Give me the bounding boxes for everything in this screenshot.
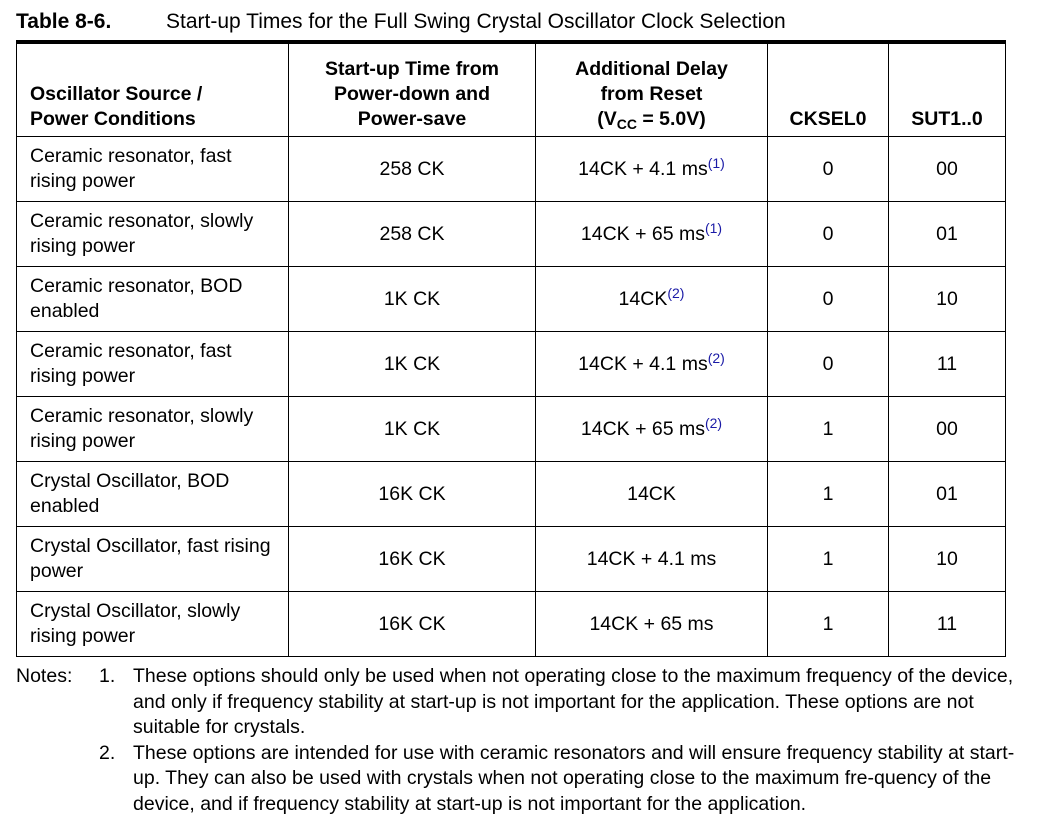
table-row [17, 332, 1006, 397]
cell-cksel0: 0 [768, 202, 889, 267]
cell-additional-delay [536, 332, 768, 397]
cell-startup-time: 16K CK [289, 592, 536, 657]
delay-value: 14CK [627, 482, 676, 505]
cell-cksel0: 1 [768, 592, 889, 657]
delay-value: 14CK + 4.1 ms [578, 352, 708, 375]
header-additional-delay: Additional Delay from Reset $(V_{CC} = 5.0V)$ [536, 42, 768, 137]
vcc-subscript: CC [616, 116, 637, 132]
cell-additional-delay [536, 527, 768, 592]
note-1 [16, 664, 1026, 741]
delay-value: 14CK + 4.1 ms [578, 157, 708, 180]
header-cksel0: CKSEL0 [768, 42, 889, 137]
table-row [17, 527, 1006, 592]
note-number: 2. [99, 741, 116, 764]
cell-startup-time: 16K CK [289, 527, 536, 592]
note-number: 1. [99, 665, 116, 687]
cell-cksel0: 1 [768, 462, 889, 527]
table-row [17, 202, 1006, 267]
cell-additional-delay [536, 592, 768, 657]
header-sut: SUT1..0 [889, 42, 1006, 137]
cell-additional-delay [536, 397, 768, 462]
table-title: Start-up Times for the Full Swing Crystal Oscillator Clock Selection [166, 10, 786, 33]
cell-oscillator-source: Ceramic resonator, slowly rising power [17, 202, 289, 267]
cell-sut: 01 [889, 202, 1006, 267]
cell-startup-time: 16K CK [289, 462, 536, 527]
note-text: These options are intended for use with ceramic resonators and will ensure frequency stability at start-up. They can also be used with crystals when not operating close to the maximum fre-quency of the device, and if frequency stability at start-up is not important for the application. [133, 741, 1015, 815]
cell-oscillator-source: Crystal Oscillator, BOD enabled [17, 462, 289, 527]
cell-startup-time: 1K CK [289, 397, 536, 462]
cell-additional-delay [536, 267, 768, 332]
footnote-reference: (2) [667, 284, 685, 301]
cell-startup-time: 258 CK [289, 202, 536, 267]
cell-sut: 10 [889, 527, 1006, 592]
cell-oscillator-source: Ceramic resonator, BOD enabled [17, 267, 289, 332]
cell-sut: 00 [889, 137, 1006, 202]
cell-cksel0: 0 [768, 267, 889, 332]
footnote-reference: (2) [704, 414, 723, 431]
table-body [17, 137, 1006, 657]
cell-oscillator-source: Crystal Oscillator, fast rising power [17, 527, 289, 592]
table-row [17, 137, 1006, 202]
cell-oscillator-source: Crystal Oscillator, slowly rising power [17, 592, 289, 657]
notes-label: Notes: [16, 665, 73, 687]
delay-value: 14CK [618, 287, 668, 310]
header-startup-time: Start-up Time from Power-down and Power-save [289, 42, 536, 137]
delay-value: 14CK + 4.1 ms [586, 547, 717, 570]
table-number: Table 8-6. [16, 10, 112, 33]
note-text: These options should only be used when not operating close to the maximum frequency of the device, and only if frequency stability at start-up is not important for the application. These options are not suitable for crystals. [133, 665, 1014, 738]
cell-cksel0: 0 [768, 137, 889, 202]
table-row [17, 592, 1006, 657]
cell-sut: 00 [889, 397, 1006, 462]
table-row [17, 267, 1006, 332]
cell-sut: 11 [889, 332, 1006, 397]
cell-startup-time: 1K CK [289, 332, 536, 397]
cell-sut: 01 [889, 462, 1006, 527]
table-row [17, 397, 1006, 462]
cell-sut: 10 [889, 267, 1006, 332]
cell-oscillator-source: Ceramic resonator, fast rising power [17, 137, 289, 202]
table-notes [16, 664, 1026, 817]
startup-times-table [16, 40, 1006, 657]
cell-additional-delay [536, 202, 768, 267]
delay-value: 14CK + 65 ms [580, 417, 705, 440]
table-header-row [17, 42, 1006, 137]
cell-sut: 11 [889, 592, 1006, 657]
footnote-reference: (1) [704, 219, 723, 236]
cell-additional-delay [536, 462, 768, 527]
table-caption [16, 8, 786, 36]
cell-additional-delay [536, 137, 768, 202]
cell-cksel0: 1 [768, 397, 889, 462]
delay-value: 14CK + 65 ms [580, 222, 705, 245]
cell-cksel0: 0 [768, 332, 889, 397]
footnote-reference: (2) [707, 349, 725, 366]
note-2 [16, 741, 1026, 818]
cell-startup-time: 1K CK [289, 267, 536, 332]
table-row [17, 462, 1006, 527]
cell-startup-time: 258 CK [289, 137, 536, 202]
header-oscillator-source: Oscillator Source / Power Conditions [17, 42, 289, 137]
footnote-reference: (1) [707, 154, 725, 171]
delay-value: 14CK + 65 ms [589, 612, 714, 635]
cell-cksel0: 1 [768, 527, 889, 592]
cell-oscillator-source: Ceramic resonator, fast rising power [17, 332, 289, 397]
cell-oscillator-source: Ceramic resonator, slowly rising power [17, 397, 289, 462]
